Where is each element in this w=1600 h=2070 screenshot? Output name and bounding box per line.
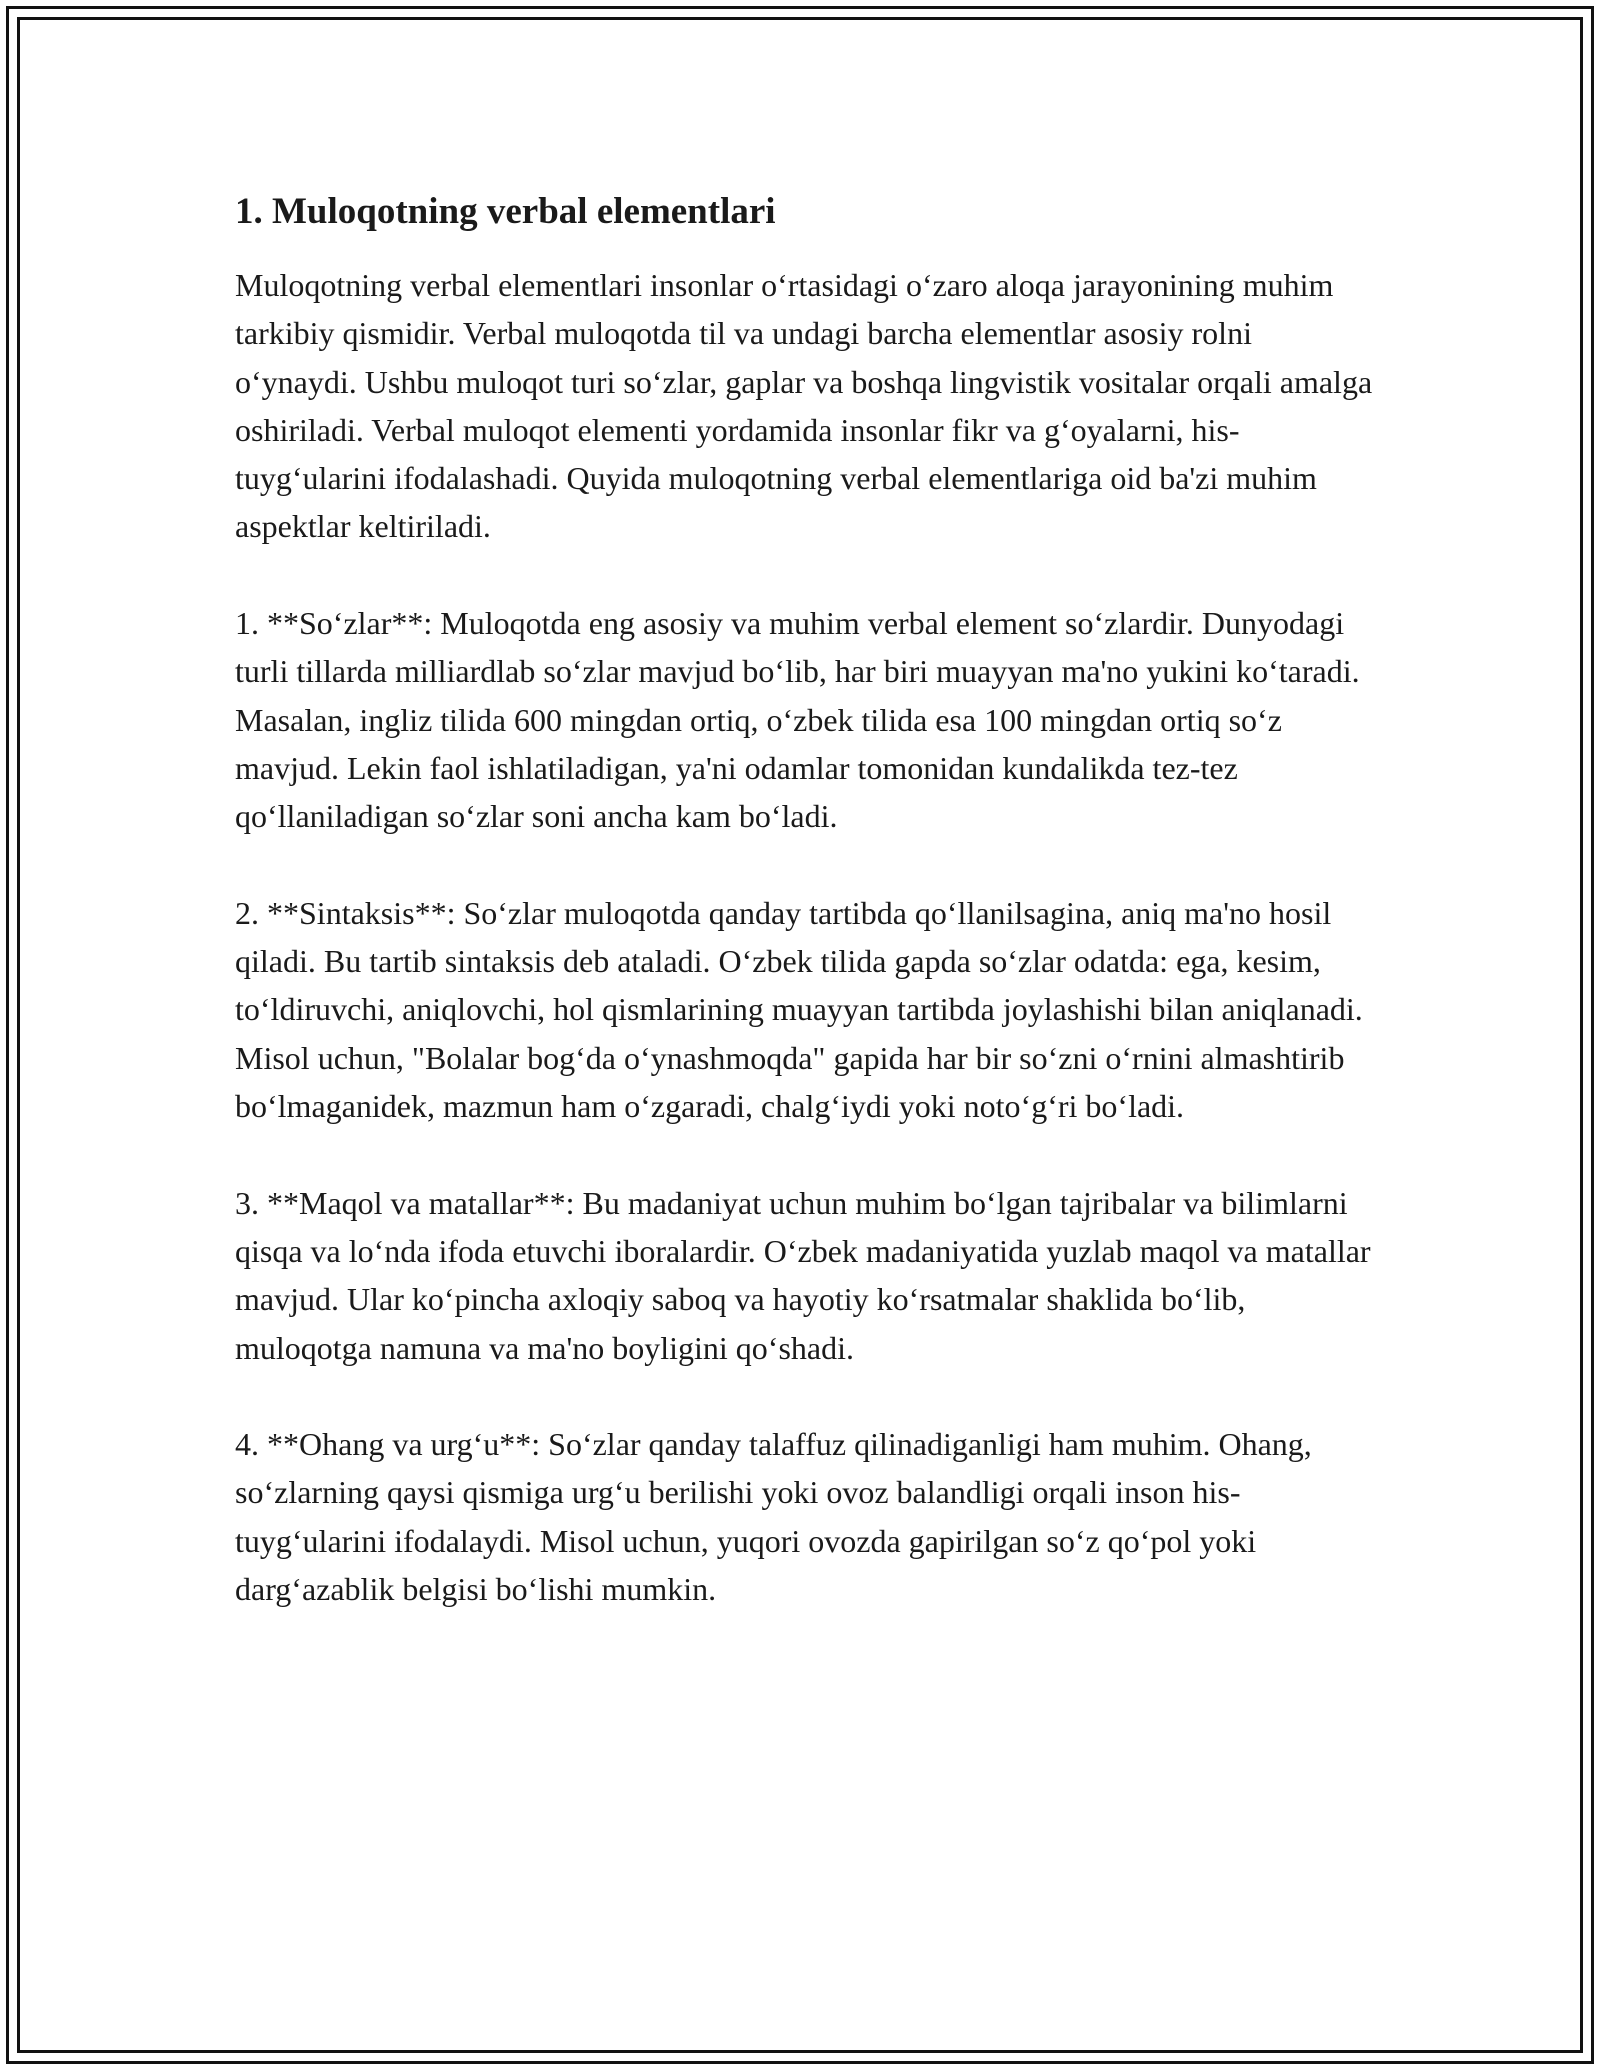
paragraph-ohang-va-urgu: 4. **Ohang va urg‘u**: So‘zlar qanday talaffuz qilinadiganligi ham muhim. Ohang, so‘zlarning qaysi qismiga urg‘u berilishi yoki ovoz balandligi orqali inson his-tuyg‘ularini ifodalaydi. Misol uchun, yuqori ovozda gapirilgan so‘z qo‘pol yoki darg‘azablik belgisi bo‘lishi mumkin. [235, 1426, 1312, 1608]
paragraph-maqol-va-matallar: 3. **Maqol va matallar**: Bu madaniyat uchun muhim bo‘lgan tajribalar va bilimlarni qisqa va lo‘nda ifoda etuvchi iboralardir. O‘zbek madaniyatida yuzlab maqol va matallar mavjud. Ular ko‘pincha axloqiy saboq va hayotiy ko‘rsatmalar shaklida bo‘lib, muloqotga namuna va ma'no boyligini qo‘shadi. [235, 1184, 1371, 1366]
paragraph-sozlar: 1. **So‘zlar**: Muloqotda eng asosiy va muhim verbal element so‘zlardir. Dunyodagi turli tillarda milliardlab so‘zlar mavjud bo‘lib, har biri muayyan ma'no yukini ko‘taradi. Masalan, ingliz tilida 600 mingdan ortiq, o‘zbek tilida esa 100 mingdan ortiq so‘z mavjud. Lekin faol ishlatiladigan, ya'ni odamlar tomonidan kundalikda tez-tez qo‘llaniladigan so‘zlar soni ancha kam bo‘ladi. [235, 605, 1360, 835]
section-heading: 1. Muloqotning verbal elementlari [235, 191, 776, 232]
document-body [235, 188, 1375, 1662]
paragraph-sintaksis: 2. **Sintaksis**: So‘zlar muloqotda qanday tartibda qo‘llanilsagina, aniq ma'no hosil qiladi. Bu tartib sintaksis deb ataladi. O‘zbek tilida gapda so‘zlar odatda: ega, kesim, to‘ldiruvchi, aniqlovchi, hol qismlarining muayyan tartibda joylashishi bilan aniqlanadi. Misol uchun, "Bolalar bog‘da o‘ynashmoqda" gapida har bir so‘zni o‘rnini almashtirib bo‘lmaganidek, mazmun ham o‘zgaradi, chalg‘iydi yoki noto‘g‘ri bo‘ladi. [235, 894, 1363, 1125]
intro-paragraph: Muloqotning verbal elementlari insonlar o‘rtasidagi o‘zaro aloqa jarayonining muhim tarkibiy qismidir. Verbal muloqotda til va undagi barcha elementlar asosiy rolni o‘ynaydi. Ushbu muloqot turi so‘zlar, gaplar va boshqa lingvistik vositalar orqali amalga oshiriladi. Verbal muloqot elementi yordamida insonlar fikr va g‘oyalarni, his-tuyg‘ularini ifodalashadi. Quyida muloqotning verbal elementlariga oid ba'zi muhim aspektlar keltiriladi. [235, 267, 1373, 545]
